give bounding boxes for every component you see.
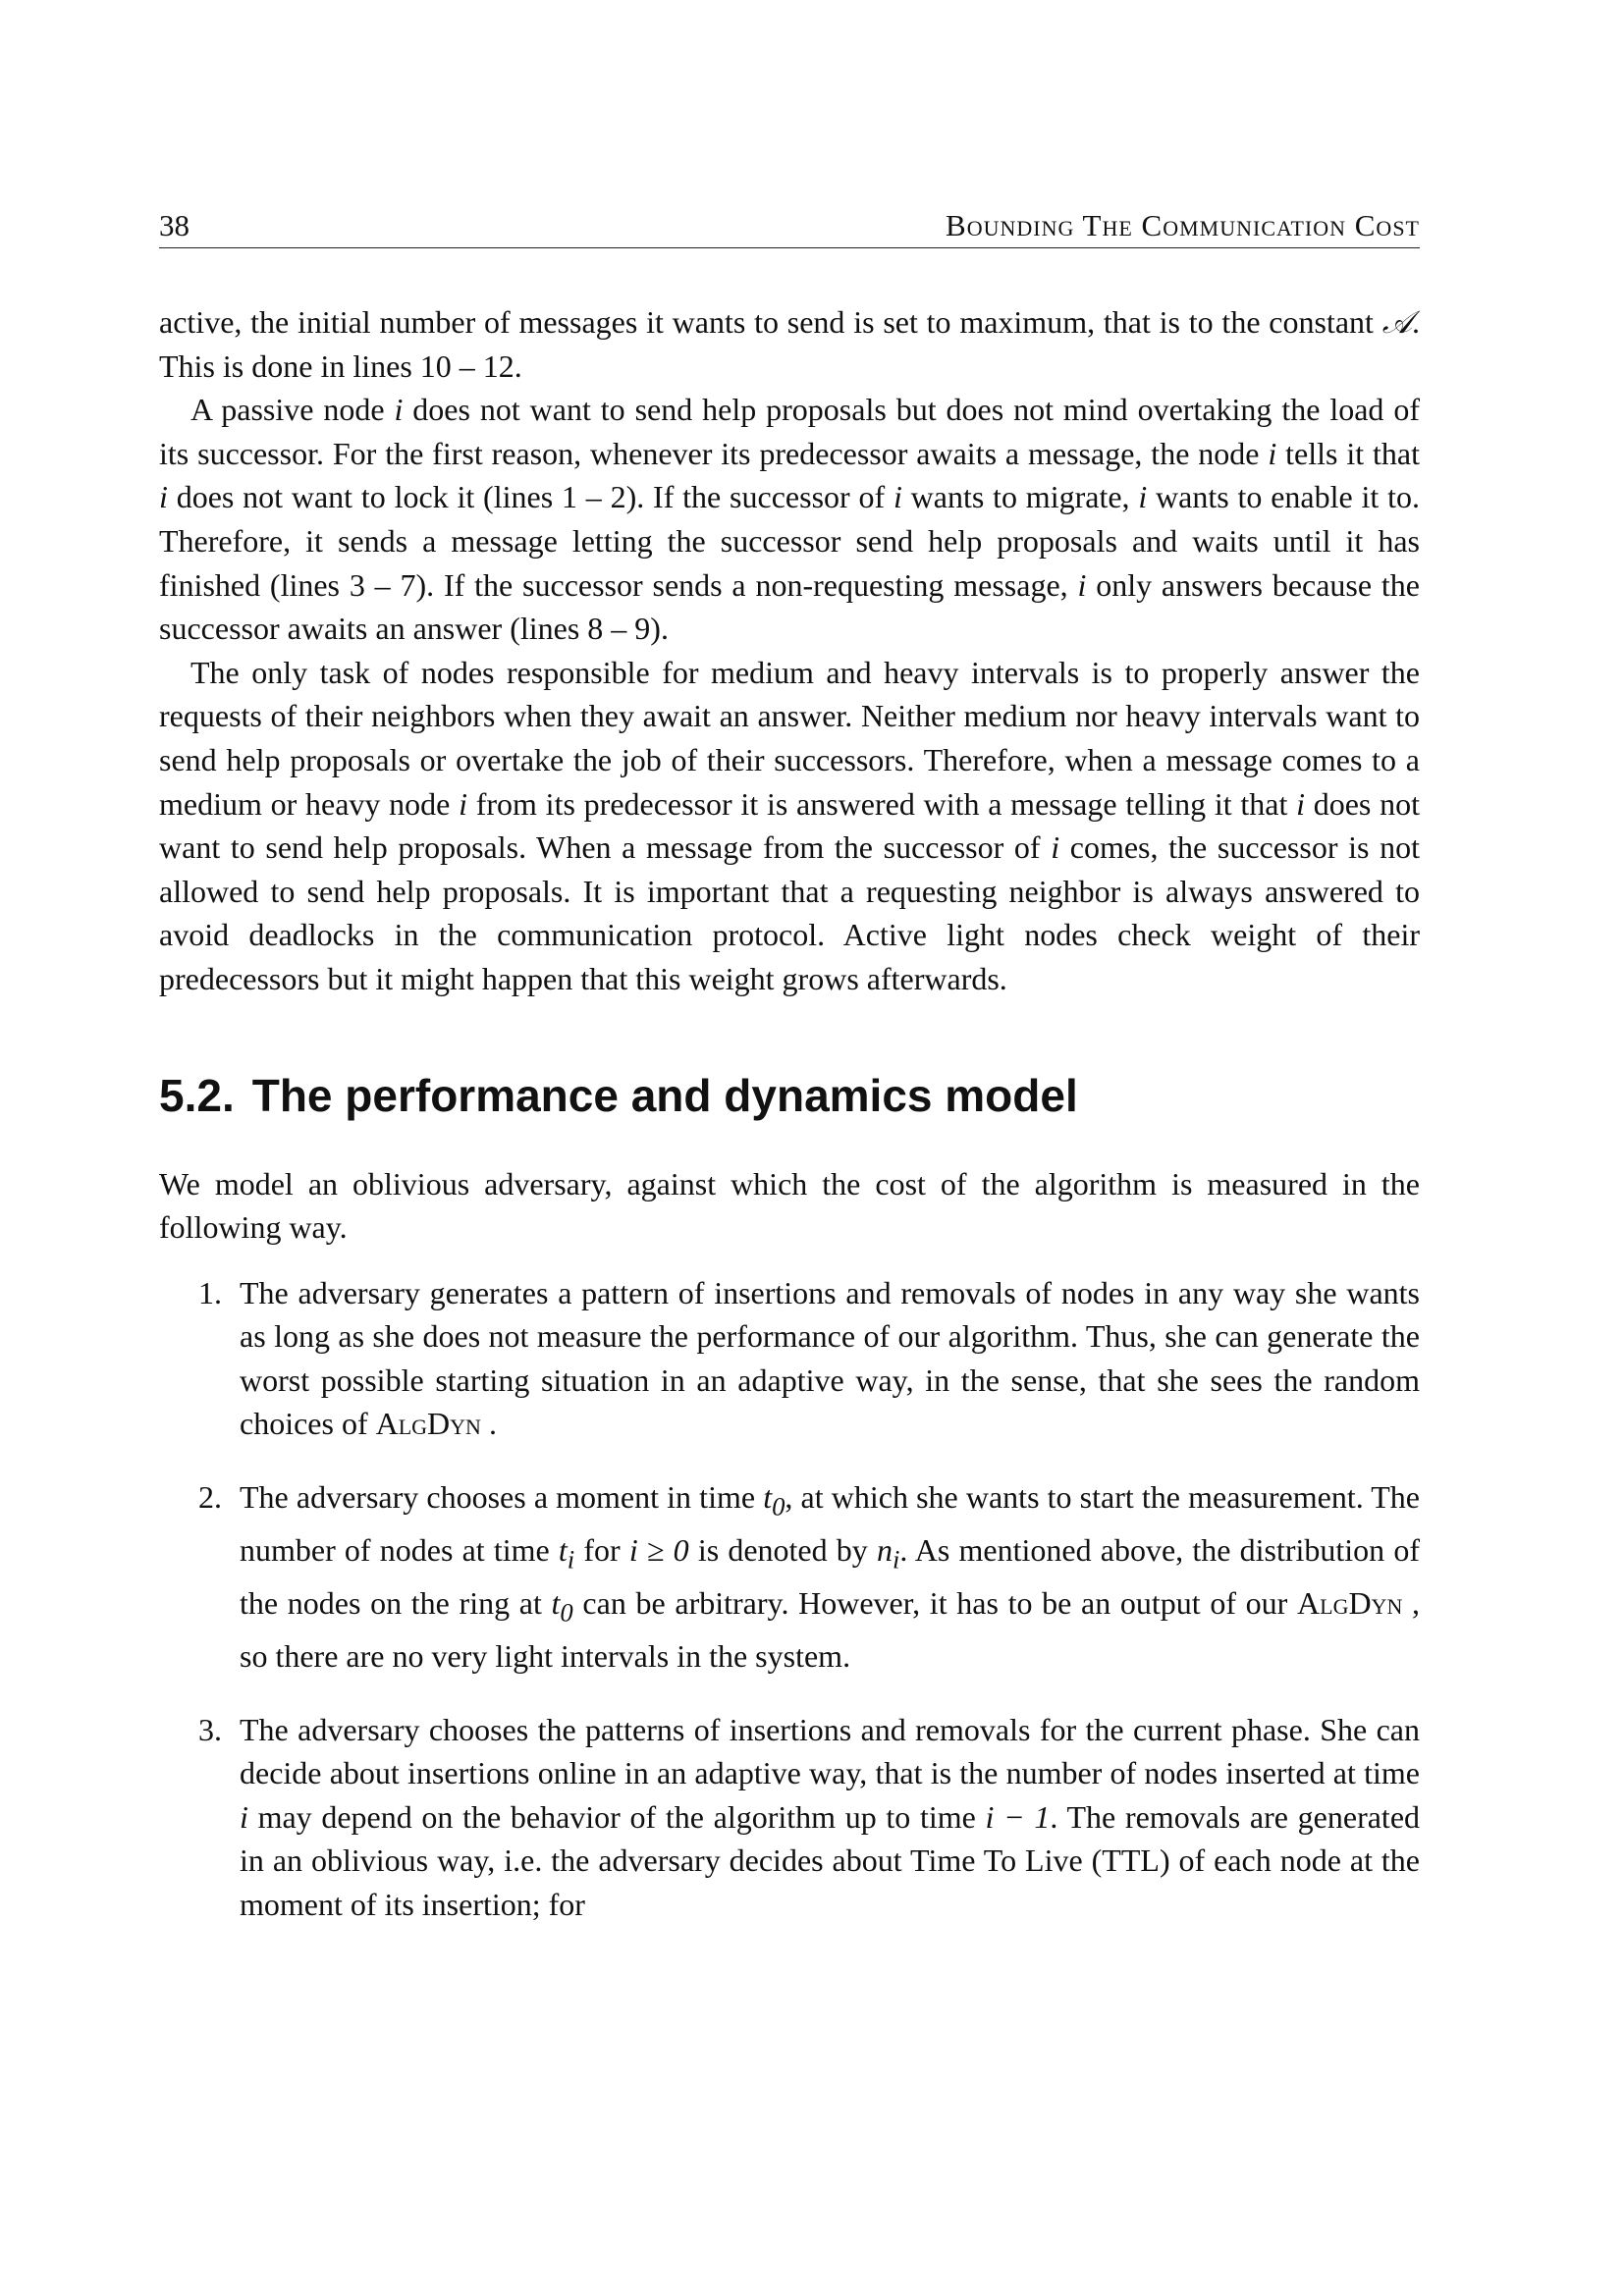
list-item [159,1271,1420,1446]
list-item-text [240,1475,1420,1679]
section-number: 5.2. [159,1069,235,1121]
math-var: $t_0$ [763,1479,785,1522]
math-var: i [1268,435,1277,471]
list-item-text [240,1708,1420,1927]
text-run: for [574,1532,629,1569]
math-var: i [1051,829,1060,866]
page-number: 38 [159,208,189,242]
math-var: i [240,1798,248,1835]
text-run: does not want to send help proposals. When a message from the successor of [159,785,1421,866]
paragraph-continuation [159,300,1420,388]
list-item-number: 2. [198,1479,222,1516]
text-run: . As mentioned above, the distribution of the nodes on the ring at [240,1532,1420,1622]
algorithm-name: AlgDyn [375,1406,481,1442]
section-title: The performance and dynamics model [251,1069,1078,1121]
section-heading [159,1066,1420,1125]
list-item-number: 1. [198,1274,222,1310]
math-var: i [1296,785,1305,822]
text-run: can be arbitrary. However, it has to be an output of our [572,1585,1298,1622]
math-var: $n_i$ [876,1532,900,1575]
text-run: active, the initial number of messages it wants to send is set to maximum, that is to the constant [159,304,1382,340]
list-item [159,1708,1420,1927]
text-run: The adversary generates a pattern of insertions and removals of nodes in any way she wants as long as she does not measure the performance of our algorithm. Thus, she can generate the worst possible starting situation in an adaptive way, in the sense, that she sees the random choices of [240,1274,1420,1442]
chapter-title: Bounding The Communication Cost [946,208,1420,242]
text-run: , at which she wants to start the measurement. The number of nodes at time [240,1479,1421,1569]
math-var: i [459,785,467,822]
script-a-symbol: 𝒜 [1381,303,1412,341]
text-run: . [480,1406,497,1442]
list-item-number: 3. [198,1711,222,1747]
text-run: only answers because the successor awaits an answer (lines 8 – 9). [159,566,1421,647]
math-var: i [1077,566,1087,603]
paragraph-passive-node [159,388,1420,651]
model-steps-list [159,1271,1420,1927]
running-header [159,202,1420,248]
algorithm-name: AlgDyn [1297,1585,1403,1622]
text-run: may depend on the behavior of the algorithm up to time [247,1798,986,1835]
text-run: . The removals are generated in an oblivious way, i.e. the adversary decides about Time To Live (TTL) of each node at the moment of its insertion; for [240,1798,1421,1922]
text-run: comes, the successor is not allowed to send help proposals. It is important that a requesting neighbor is always answered to avoid deadlocks in the communication protocol. Active light nodes check weight of their predecessors but it might happen that this weight grows afterwards. [159,829,1420,996]
page-body [159,300,1420,1956]
text-run: The only task of nodes responsible for medium and heavy intervals is to properly answer the requests of their neighbors when they await an answer. Neither medium nor heavy intervals want to send help proposals or overtake the job of their successors. Therefore, when a message comes to a medium or heavy node [159,654,1420,822]
text-run: wants to enable it to. Therefore, it sends a message letting the successor send help proposals and waits until it has finished (lines 3 – 7). If the successor sends a non-requesting message, [159,479,1421,603]
math-expr: i ≥ 0 [628,1532,689,1569]
text-run: The adversary chooses the patterns of insertions and removals for the current phase. She can decide about insertions online in an adaptive way, that is the number of nodes inserted at time [240,1711,1420,1791]
math-var: i [394,392,404,428]
text-run: does not want to send help proposals but does not mind overtaking the load of its successor. For the first reason, whenever its predecessor awaits a message, the node [159,392,1420,471]
math-var: i [1138,479,1148,515]
math-var: i [893,479,902,515]
text-run: wants to migrate, [901,479,1139,515]
text-run: , so there are no very light intervals in the system. [240,1585,1421,1675]
text-run: does not want to lock it (lines 1 – 2). If the successor of [167,479,893,515]
math-var: i [159,479,168,515]
paragraph-medium-heavy [159,651,1420,1001]
text-run: The adversary chooses a moment in time [240,1479,764,1516]
list-item-text [240,1271,1420,1446]
list-item [159,1475,1420,1679]
section-intro-paragraph: We model an oblivious adversary, against which the cost of the algorithm is measured in the following way. [159,1165,1420,1246]
text-run: A passive node [190,392,395,428]
text-run: is denoted by [688,1532,877,1569]
math-var: $t_i$ [558,1532,575,1575]
math-expr: i − 1 [985,1798,1051,1835]
text-run: . This is done in lines 10 – 12. [159,304,1420,384]
text-run: from its predecessor it is answered with a message telling it that [467,785,1297,822]
text-run: tells it that [1276,435,1421,471]
math-var: $t_0$ [551,1585,573,1628]
